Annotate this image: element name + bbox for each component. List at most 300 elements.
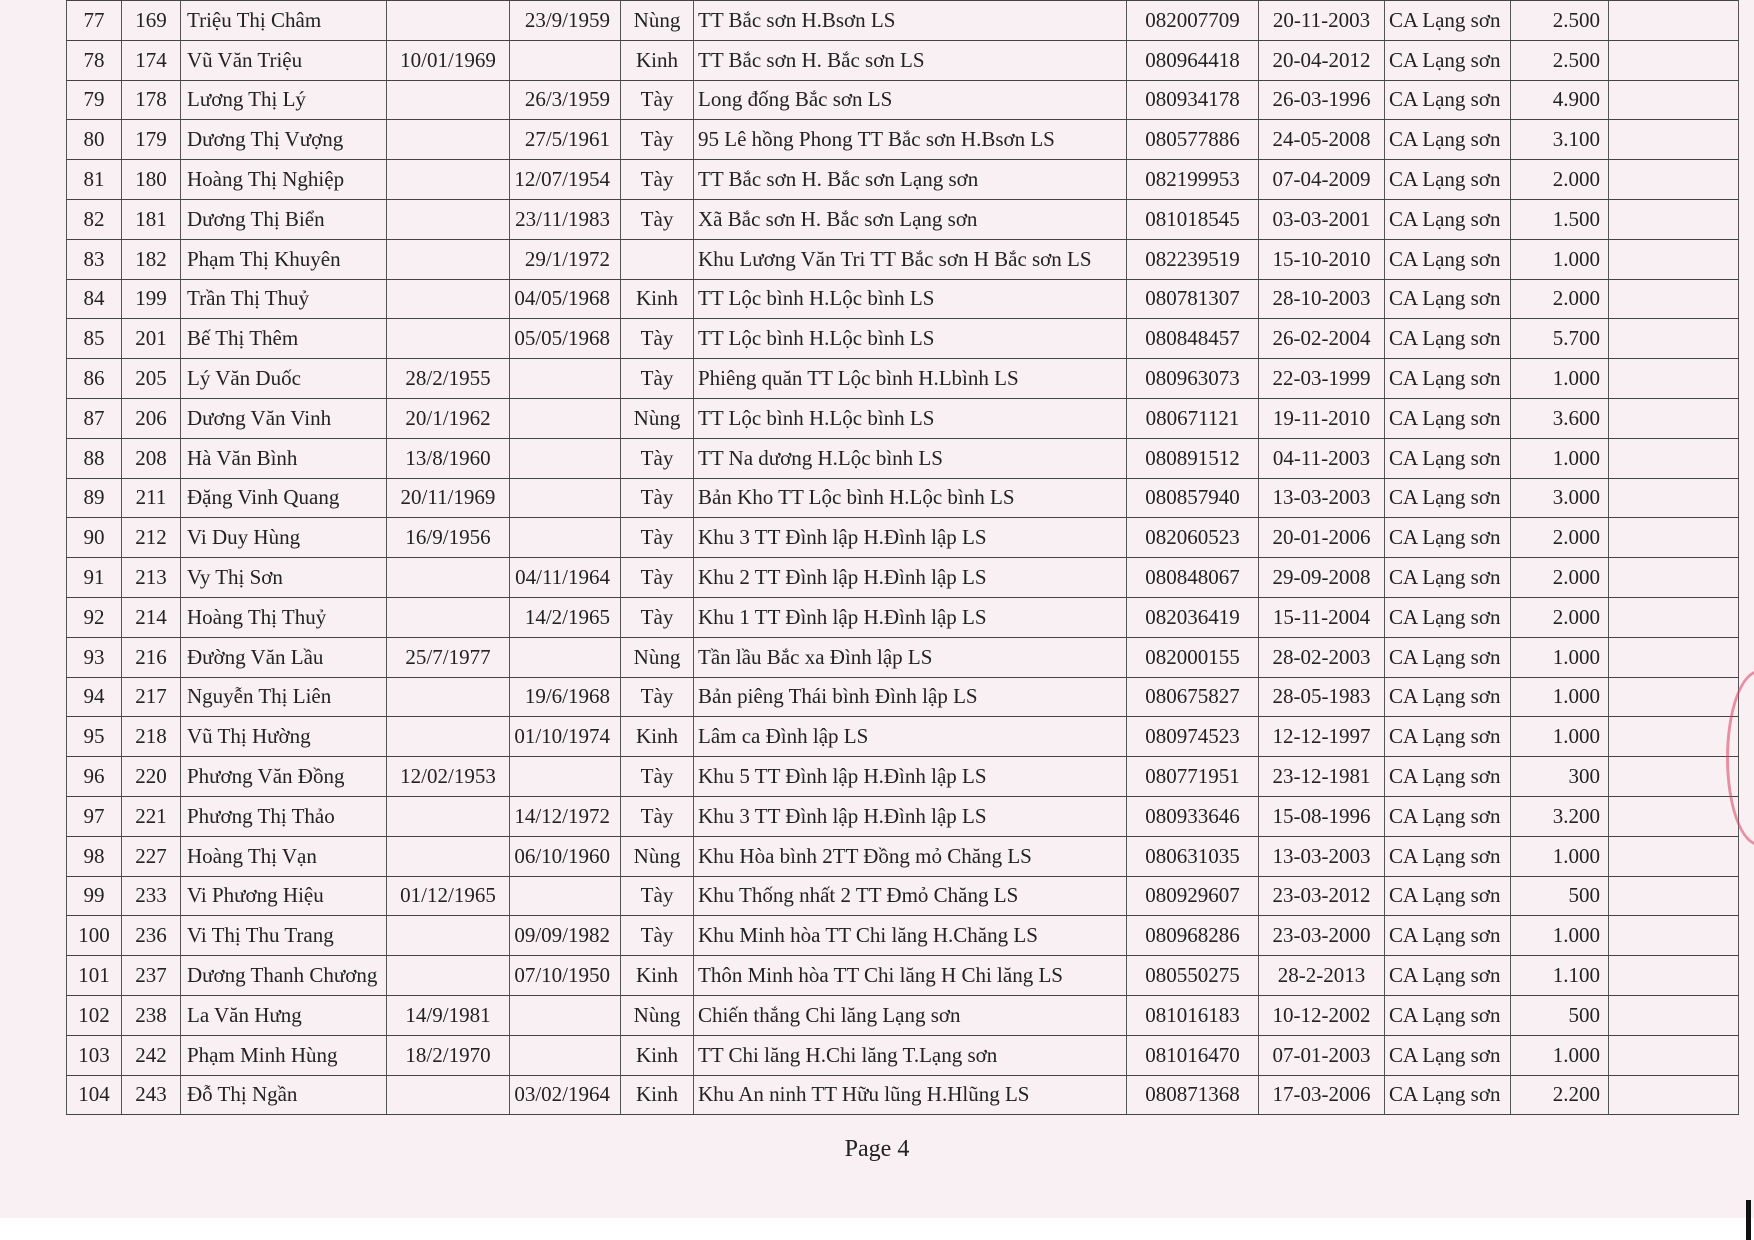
male-birth-date-cell (387, 558, 510, 598)
signature-cell (1609, 1035, 1739, 1075)
address-cell: Phiêng quăn TT Lộc bình H.Lbình LS (694, 359, 1127, 399)
signature-cell (1609, 120, 1739, 160)
male-birth-date-cell (387, 319, 510, 359)
full-name-cell: Dương Văn Vinh (181, 398, 387, 438)
amount-cell: 2.000 (1511, 597, 1609, 637)
full-name-cell: Vy Thị Sơn (181, 558, 387, 598)
record-id-cell: 208 (122, 438, 181, 478)
table-row (67, 995, 1739, 1035)
full-name-cell: Dương Thị Biển (181, 199, 387, 239)
male-birth-date-cell (387, 836, 510, 876)
male-birth-date-cell (387, 956, 510, 996)
amount-cell: 1.000 (1511, 836, 1609, 876)
table-row (67, 1075, 1739, 1115)
signature-cell (1609, 876, 1739, 916)
ethnicity-cell: Tày (621, 319, 694, 359)
female-birth-date-cell: 07/10/1950 (510, 956, 621, 996)
full-name-cell: Lý Văn Duốc (181, 359, 387, 399)
amount-cell: 1.000 (1511, 677, 1609, 717)
issue-date-cell: 17-03-2006 (1259, 1075, 1385, 1115)
signature-cell (1609, 279, 1739, 319)
address-cell: Khu 2 TT Đình lập H.Đình lập LS (694, 558, 1127, 598)
table-row (67, 1035, 1739, 1075)
full-name-cell: Vũ Văn Triệu (181, 40, 387, 80)
amount-cell: 2.000 (1511, 279, 1609, 319)
table-row (67, 438, 1739, 478)
record-id-cell: 227 (122, 836, 181, 876)
amount-cell: 2.500 (1511, 40, 1609, 80)
table-row (67, 359, 1739, 399)
address-cell: TT Chi lăng H.Chi lăng T.Lạng sơn (694, 1035, 1127, 1075)
male-birth-date-cell: 10/01/1969 (387, 40, 510, 80)
signature-cell (1609, 359, 1739, 399)
male-birth-date-cell: 14/9/1981 (387, 995, 510, 1035)
row-number-cell: 103 (67, 1035, 122, 1075)
address-cell: Tần lầu Bắc xa Đình lập LS (694, 637, 1127, 677)
issue-date-cell: 19-11-2010 (1259, 398, 1385, 438)
address-cell: TT Lộc bình H.Lộc bình LS (694, 398, 1127, 438)
issue-date-cell: 07-01-2003 (1259, 1035, 1385, 1075)
ethnicity-cell: Kinh (621, 1035, 694, 1075)
issue-place-cell: CA Lạng sơn (1385, 717, 1511, 757)
id-card-number-cell: 080963073 (1127, 359, 1259, 399)
row-number-cell: 96 (67, 757, 122, 797)
beneficiary-table (66, 0, 1739, 1115)
ethnicity-cell: Tày (621, 518, 694, 558)
full-name-cell: Dương Thị Vượng (181, 120, 387, 160)
issue-place-cell: CA Lạng sơn (1385, 319, 1511, 359)
table-row (67, 956, 1739, 996)
scan-edge-mark (1746, 1200, 1751, 1240)
page-number: Page 4 (844, 1136, 910, 1162)
issue-date-cell: 26-03-1996 (1259, 80, 1385, 120)
row-number-cell: 97 (67, 796, 122, 836)
amount-cell: 4.900 (1511, 80, 1609, 120)
record-id-cell: 211 (122, 478, 181, 518)
male-birth-date-cell (387, 120, 510, 160)
id-card-number-cell: 080871368 (1127, 1075, 1259, 1115)
signature-cell (1609, 637, 1739, 677)
id-card-number-cell: 080577886 (1127, 120, 1259, 160)
male-birth-date-cell (387, 160, 510, 200)
signature-cell (1609, 956, 1739, 996)
amount-cell: 1.000 (1511, 1035, 1609, 1075)
table-row (67, 120, 1739, 160)
record-id-cell: 233 (122, 876, 181, 916)
ethnicity-cell: Tày (621, 438, 694, 478)
address-cell: Khu 3 TT Đình lập H.Đình lập LS (694, 796, 1127, 836)
ethnicity-cell: Nùng (621, 995, 694, 1035)
male-birth-date-cell: 12/02/1953 (387, 757, 510, 797)
amount-cell: 1.000 (1511, 359, 1609, 399)
table-row (67, 757, 1739, 797)
amount-cell: 3.100 (1511, 120, 1609, 160)
row-number-cell: 91 (67, 558, 122, 598)
issue-place-cell: CA Lạng sơn (1385, 677, 1511, 717)
table-row (67, 597, 1739, 637)
row-number-cell: 100 (67, 916, 122, 956)
row-number-cell: 99 (67, 876, 122, 916)
signature-cell (1609, 518, 1739, 558)
issue-date-cell: 24-05-2008 (1259, 120, 1385, 160)
row-number-cell: 102 (67, 995, 122, 1035)
ethnicity-cell: Nùng (621, 1, 694, 41)
full-name-cell: Phạm Thị Khuyên (181, 239, 387, 279)
address-cell: TT Na dương H.Lộc bình LS (694, 438, 1127, 478)
male-birth-date-cell (387, 597, 510, 637)
full-name-cell: Dương Thanh Chương (181, 956, 387, 996)
record-id-cell: 174 (122, 40, 181, 80)
issue-date-cell: 12-12-1997 (1259, 717, 1385, 757)
address-cell: Chiến thắng Chi lăng Lạng sơn (694, 995, 1127, 1035)
female-birth-date-cell (510, 40, 621, 80)
signature-cell (1609, 836, 1739, 876)
id-card-number-cell: 082036419 (1127, 597, 1259, 637)
female-birth-date-cell (510, 518, 621, 558)
issue-place-cell: CA Lạng sơn (1385, 80, 1511, 120)
female-birth-date-cell: 05/05/1968 (510, 319, 621, 359)
ethnicity-cell: Kinh (621, 279, 694, 319)
full-name-cell: Hoàng Thị Vạn (181, 836, 387, 876)
amount-cell: 300 (1511, 757, 1609, 797)
amount-cell: 3.600 (1511, 398, 1609, 438)
female-birth-date-cell: 04/11/1964 (510, 558, 621, 598)
row-number-cell: 83 (67, 239, 122, 279)
row-number-cell: 104 (67, 1075, 122, 1115)
table-row (67, 319, 1739, 359)
female-birth-date-cell (510, 398, 621, 438)
id-card-number-cell: 080964418 (1127, 40, 1259, 80)
issue-place-cell: CA Lạng sơn (1385, 478, 1511, 518)
address-cell: Khu 5 TT Đình lập H.Đình lập LS (694, 757, 1127, 797)
record-id-cell: 169 (122, 1, 181, 41)
issue-date-cell: 23-03-2012 (1259, 876, 1385, 916)
record-id-cell: 216 (122, 637, 181, 677)
address-cell: Bản piêng Thái bình Đình lập LS (694, 677, 1127, 717)
male-birth-date-cell (387, 80, 510, 120)
issue-date-cell: 28-05-1983 (1259, 677, 1385, 717)
ethnicity-cell (621, 239, 694, 279)
table-row (67, 40, 1739, 80)
signature-cell (1609, 40, 1739, 80)
signature-cell (1609, 597, 1739, 637)
row-number-cell: 101 (67, 956, 122, 996)
ethnicity-cell: Tày (621, 796, 694, 836)
table-row (67, 677, 1739, 717)
row-number-cell: 92 (67, 597, 122, 637)
full-name-cell: Trần Thị Thuỷ (181, 279, 387, 319)
issue-place-cell: CA Lạng sơn (1385, 995, 1511, 1035)
full-name-cell: Lương Thị Lý (181, 80, 387, 120)
signature-cell (1609, 796, 1739, 836)
amount-cell: 1.000 (1511, 717, 1609, 757)
issue-place-cell: CA Lạng sơn (1385, 916, 1511, 956)
table-row (67, 876, 1739, 916)
address-cell: Thôn Minh hòa TT Chi lăng H Chi lăng LS (694, 956, 1127, 996)
female-birth-date-cell: 01/10/1974 (510, 717, 621, 757)
issue-place-cell: CA Lạng sơn (1385, 597, 1511, 637)
issue-date-cell: 15-11-2004 (1259, 597, 1385, 637)
address-cell: TT Bắc sơn H. Bắc sơn LS (694, 40, 1127, 80)
issue-place-cell: CA Lạng sơn (1385, 956, 1511, 996)
address-cell: Bản Kho TT Lộc bình H.Lộc bình LS (694, 478, 1127, 518)
male-birth-date-cell: 20/1/1962 (387, 398, 510, 438)
record-id-cell: 179 (122, 120, 181, 160)
ethnicity-cell: Kinh (621, 40, 694, 80)
record-id-cell: 218 (122, 717, 181, 757)
issue-date-cell: 26-02-2004 (1259, 319, 1385, 359)
issue-date-cell: 13-03-2003 (1259, 836, 1385, 876)
full-name-cell: Đường Văn Lầu (181, 637, 387, 677)
table-row (67, 398, 1739, 438)
table-row (67, 1, 1739, 41)
ethnicity-cell: Tày (621, 120, 694, 160)
id-card-number-cell: 080891512 (1127, 438, 1259, 478)
full-name-cell: Phạm Minh Hùng (181, 1035, 387, 1075)
record-id-cell: 182 (122, 239, 181, 279)
record-id-cell: 221 (122, 796, 181, 836)
full-name-cell: Vi Thị Thu Trang (181, 916, 387, 956)
issue-place-cell: CA Lạng sơn (1385, 836, 1511, 876)
record-id-cell: 220 (122, 757, 181, 797)
id-card-number-cell: 082007709 (1127, 1, 1259, 41)
issue-date-cell: 22-03-1999 (1259, 359, 1385, 399)
male-birth-date-cell: 18/2/1970 (387, 1035, 510, 1075)
full-name-cell: Đỗ Thị Ngần (181, 1075, 387, 1115)
table-row (67, 836, 1739, 876)
amount-cell: 2.000 (1511, 558, 1609, 598)
issue-place-cell: CA Lạng sơn (1385, 558, 1511, 598)
id-card-number-cell: 082060523 (1127, 518, 1259, 558)
female-birth-date-cell: 23/11/1983 (510, 199, 621, 239)
table-row (67, 478, 1739, 518)
female-birth-date-cell: 14/12/1972 (510, 796, 621, 836)
table-row (67, 239, 1739, 279)
record-id-cell: 237 (122, 956, 181, 996)
female-birth-date-cell (510, 995, 621, 1035)
row-number-cell: 81 (67, 160, 122, 200)
row-number-cell: 93 (67, 637, 122, 677)
signature-cell (1609, 398, 1739, 438)
id-card-number-cell: 080848457 (1127, 319, 1259, 359)
address-cell: Khu Lương Văn Tri TT Bắc sơn H Bắc sơn LS (694, 239, 1127, 279)
record-id-cell: 217 (122, 677, 181, 717)
address-cell: Lâm ca Đình lập LS (694, 717, 1127, 757)
issue-date-cell: 20-11-2003 (1259, 1, 1385, 41)
row-number-cell: 89 (67, 478, 122, 518)
issue-place-cell: CA Lạng sơn (1385, 398, 1511, 438)
amount-cell: 2.500 (1511, 1, 1609, 41)
ethnicity-cell: Tày (621, 677, 694, 717)
record-id-cell: 212 (122, 518, 181, 558)
row-number-cell: 77 (67, 1, 122, 41)
issue-date-cell: 29-09-2008 (1259, 558, 1385, 598)
record-id-cell: 236 (122, 916, 181, 956)
issue-date-cell: 04-11-2003 (1259, 438, 1385, 478)
address-cell: TT Lộc bình H.Lộc bình LS (694, 279, 1127, 319)
signature-cell (1609, 558, 1739, 598)
table-row (67, 80, 1739, 120)
issue-place-cell: CA Lạng sơn (1385, 279, 1511, 319)
issue-place-cell: CA Lạng sơn (1385, 120, 1511, 160)
record-id-cell: 213 (122, 558, 181, 598)
issue-place-cell: CA Lạng sơn (1385, 518, 1511, 558)
amount-cell: 1.000 (1511, 438, 1609, 478)
amount-cell: 1.000 (1511, 916, 1609, 956)
address-cell: Khu Hòa bình 2TT Đồng mỏ Chăng LS (694, 836, 1127, 876)
amount-cell: 500 (1511, 876, 1609, 916)
issue-place-cell: CA Lạng sơn (1385, 757, 1511, 797)
id-card-number-cell: 080631035 (1127, 836, 1259, 876)
male-birth-date-cell (387, 916, 510, 956)
ethnicity-cell: Kinh (621, 956, 694, 996)
record-id-cell: 214 (122, 597, 181, 637)
record-id-cell: 206 (122, 398, 181, 438)
full-name-cell: Vũ Thị Hường (181, 717, 387, 757)
amount-cell: 2.000 (1511, 160, 1609, 200)
full-name-cell: Triệu Thị Châm (181, 1, 387, 41)
ethnicity-cell: Nùng (621, 398, 694, 438)
male-birth-date-cell (387, 199, 510, 239)
signature-cell (1609, 478, 1739, 518)
ethnicity-cell: Tày (621, 916, 694, 956)
table-row (67, 558, 1739, 598)
female-birth-date-cell (510, 876, 621, 916)
signature-cell (1609, 717, 1739, 757)
signature-cell (1609, 1075, 1739, 1115)
signature-cell (1609, 160, 1739, 200)
female-birth-date-cell: 09/09/1982 (510, 916, 621, 956)
male-birth-date-cell: 13/8/1960 (387, 438, 510, 478)
address-cell: TT Lộc bình H.Lộc bình LS (694, 319, 1127, 359)
id-card-number-cell: 080857940 (1127, 478, 1259, 518)
record-id-cell: 199 (122, 279, 181, 319)
record-id-cell: 243 (122, 1075, 181, 1115)
female-birth-date-cell: 29/1/1972 (510, 239, 621, 279)
ethnicity-cell: Tày (621, 80, 694, 120)
address-cell: 95 Lê hồng Phong TT Bắc sơn H.Bsơn LS (694, 120, 1127, 160)
row-number-cell: 82 (67, 199, 122, 239)
female-birth-date-cell: 06/10/1960 (510, 836, 621, 876)
id-card-number-cell: 080933646 (1127, 796, 1259, 836)
scan-bottom-margin (0, 1218, 1754, 1240)
full-name-cell: Phương Văn Đồng (181, 757, 387, 797)
male-birth-date-cell (387, 1075, 510, 1115)
id-card-number-cell: 081018545 (1127, 199, 1259, 239)
female-birth-date-cell (510, 478, 621, 518)
issue-place-cell: CA Lạng sơn (1385, 239, 1511, 279)
full-name-cell: Đặng Vinh Quang (181, 478, 387, 518)
amount-cell: 3.200 (1511, 796, 1609, 836)
row-number-cell: 84 (67, 279, 122, 319)
amount-cell: 3.000 (1511, 478, 1609, 518)
female-birth-date-cell (510, 438, 621, 478)
table-row (67, 160, 1739, 200)
row-number-cell: 87 (67, 398, 122, 438)
female-birth-date-cell (510, 359, 621, 399)
issue-date-cell: 28-10-2003 (1259, 279, 1385, 319)
issue-date-cell: 10-12-2002 (1259, 995, 1385, 1035)
id-card-number-cell: 081016470 (1127, 1035, 1259, 1075)
id-card-number-cell: 080848067 (1127, 558, 1259, 598)
issue-date-cell: 28-02-2003 (1259, 637, 1385, 677)
row-number-cell: 85 (67, 319, 122, 359)
address-cell: Long đống Bắc sơn LS (694, 80, 1127, 120)
record-id-cell: 180 (122, 160, 181, 200)
amount-cell: 1.100 (1511, 956, 1609, 996)
full-name-cell: Hoàng Thị Thuỷ (181, 597, 387, 637)
signature-cell (1609, 916, 1739, 956)
ethnicity-cell: Tày (621, 597, 694, 637)
full-name-cell: Vi Duy Hùng (181, 518, 387, 558)
table-row (67, 199, 1739, 239)
amount-cell: 1.000 (1511, 239, 1609, 279)
issue-place-cell: CA Lạng sơn (1385, 160, 1511, 200)
issue-date-cell: 13-03-2003 (1259, 478, 1385, 518)
amount-cell: 1.500 (1511, 199, 1609, 239)
id-card-number-cell: 080671121 (1127, 398, 1259, 438)
full-name-cell: Vi Phương Hiệu (181, 876, 387, 916)
female-birth-date-cell: 03/02/1964 (510, 1075, 621, 1115)
issue-date-cell: 23-12-1981 (1259, 757, 1385, 797)
full-name-cell: Nguyễn Thị Liên (181, 677, 387, 717)
issue-date-cell: 07-04-2009 (1259, 160, 1385, 200)
record-id-cell: 205 (122, 359, 181, 399)
id-card-number-cell: 080929607 (1127, 876, 1259, 916)
record-id-cell: 201 (122, 319, 181, 359)
male-birth-date-cell (387, 677, 510, 717)
male-birth-date-cell: 16/9/1956 (387, 518, 510, 558)
issue-place-cell: CA Lạng sơn (1385, 1035, 1511, 1075)
male-birth-date-cell (387, 239, 510, 279)
table-row (67, 279, 1739, 319)
id-card-number-cell: 081016183 (1127, 995, 1259, 1035)
male-birth-date-cell: 28/2/1955 (387, 359, 510, 399)
male-birth-date-cell (387, 1, 510, 41)
row-number-cell: 98 (67, 836, 122, 876)
address-cell: Xã Bắc sơn H. Bắc sơn Lạng sơn (694, 199, 1127, 239)
record-id-cell: 178 (122, 80, 181, 120)
table-row (67, 518, 1739, 558)
row-number-cell: 90 (67, 518, 122, 558)
issue-place-cell: CA Lạng sơn (1385, 359, 1511, 399)
full-name-cell: La Văn Hưng (181, 995, 387, 1035)
signature-cell (1609, 995, 1739, 1035)
issue-date-cell: 20-04-2012 (1259, 40, 1385, 80)
id-card-number-cell: 080968286 (1127, 916, 1259, 956)
ethnicity-cell: Tày (621, 199, 694, 239)
female-birth-date-cell (510, 757, 621, 797)
table-row (67, 916, 1739, 956)
address-cell: Khu An ninh TT Hữu lũng H.Hlũng LS (694, 1075, 1127, 1115)
signature-cell (1609, 239, 1739, 279)
male-birth-date-cell: 20/11/1969 (387, 478, 510, 518)
issue-place-cell: CA Lạng sơn (1385, 876, 1511, 916)
female-birth-date-cell: 23/9/1959 (510, 1, 621, 41)
full-name-cell: Bế Thị Thêm (181, 319, 387, 359)
ethnicity-cell: Tày (621, 558, 694, 598)
id-card-number-cell: 080934178 (1127, 80, 1259, 120)
id-card-number-cell: 080771951 (1127, 757, 1259, 797)
female-birth-date-cell: 26/3/1959 (510, 80, 621, 120)
amount-cell: 1.000 (1511, 637, 1609, 677)
full-name-cell: Hà Văn Bình (181, 438, 387, 478)
table-row (67, 637, 1739, 677)
signature-cell (1609, 319, 1739, 359)
issue-date-cell: 15-10-2010 (1259, 239, 1385, 279)
ethnicity-cell: Nùng (621, 836, 694, 876)
id-card-number-cell: 082239519 (1127, 239, 1259, 279)
